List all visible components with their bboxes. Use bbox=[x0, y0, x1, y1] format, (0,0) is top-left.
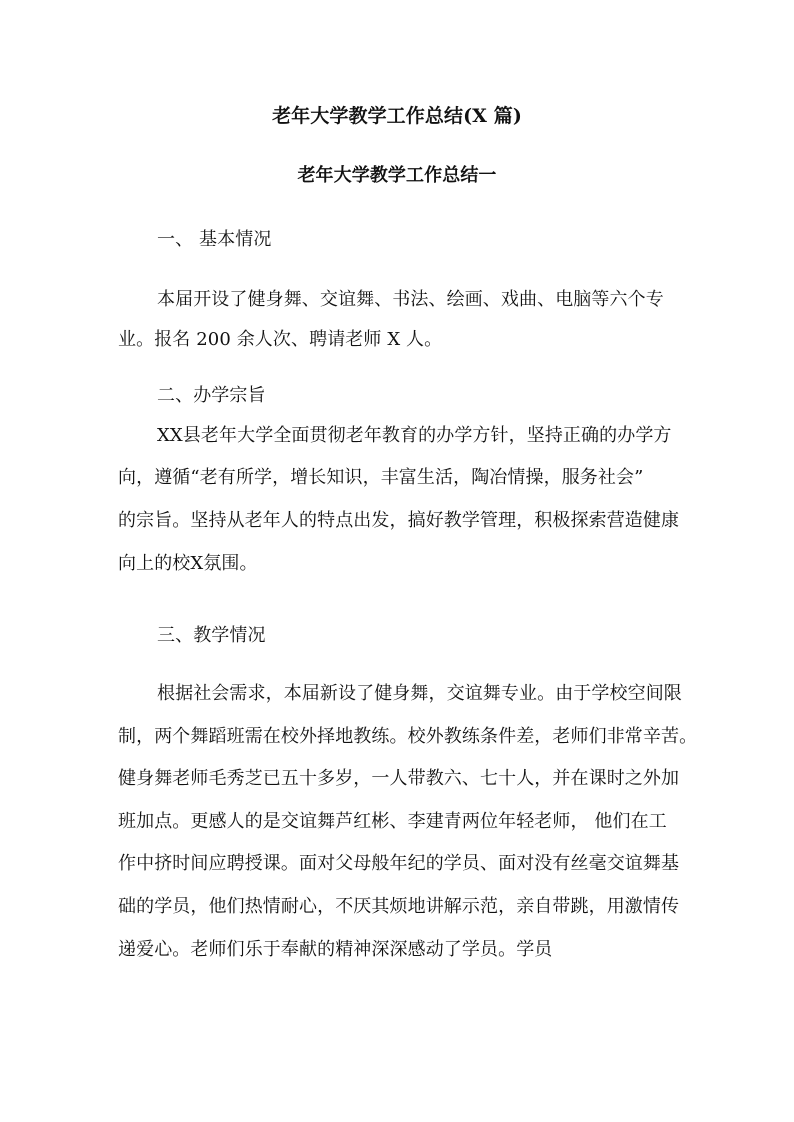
document-title: 老年大学教学工作总结(X 篇) bbox=[272, 105, 522, 127]
paragraph-line: 作中挤时间应聘授课。面对父母般年纪的学员、面对没有丝毫交谊舞基 bbox=[118, 853, 680, 874]
paragraph-line: 班加点。更感人的是交谊舞芦红彬、李建青两位年轻老师， 他们在工 bbox=[118, 811, 667, 832]
section-heading-1: 一、 基本情况 bbox=[157, 229, 272, 250]
paragraph-line: 业。报名 200 余人次、聘请老师 X 人。 bbox=[118, 329, 443, 350]
paragraph-line: 递爱心。老师们乐于奉献的精神深深感动了学员。学员 bbox=[118, 939, 553, 960]
paragraph-line: 向，遵循“老有所学，增长知识，丰富生活，陶冶情操，服务社会” bbox=[118, 467, 644, 488]
paragraph-line: 制，两个舞蹈班需在校外择地教练。校外教练条件差，老师们非常辛苦。 bbox=[118, 726, 698, 747]
section-heading-2: 二、办学宗旨 bbox=[157, 385, 266, 406]
paragraph-line: 向上的校X氛围。 bbox=[118, 553, 258, 574]
paragraph-line: 健身舞老师毛秀芝已五十多岁，一人带教六、七十人，并在课时之外加 bbox=[118, 768, 680, 789]
section-heading-3: 三、教学情况 bbox=[157, 625, 266, 646]
document-subtitle: 老年大学教学工作总结一 bbox=[297, 165, 497, 186]
paragraph-line: 本届开设了健身舞、交谊舞、书法、绘画、戏曲、电脑等六个专 bbox=[157, 289, 664, 310]
paragraph-line: 础的学员，他们热情耐心，不厌其烦地讲解示范，亲自带跳，用激情传 bbox=[118, 896, 680, 917]
paragraph-line: XX县老年大学全面贯彻老年教育的办学方针，坚持正确的办学方 bbox=[157, 425, 672, 446]
paragraph-line: 根据社会需求，本届新设了健身舞，交谊舞专业。由于学校空间限 bbox=[157, 683, 682, 704]
paragraph-line: 的宗旨。坚持从老年人的特点出发，搞好教学管理，积极探索营造健康 bbox=[118, 510, 680, 531]
